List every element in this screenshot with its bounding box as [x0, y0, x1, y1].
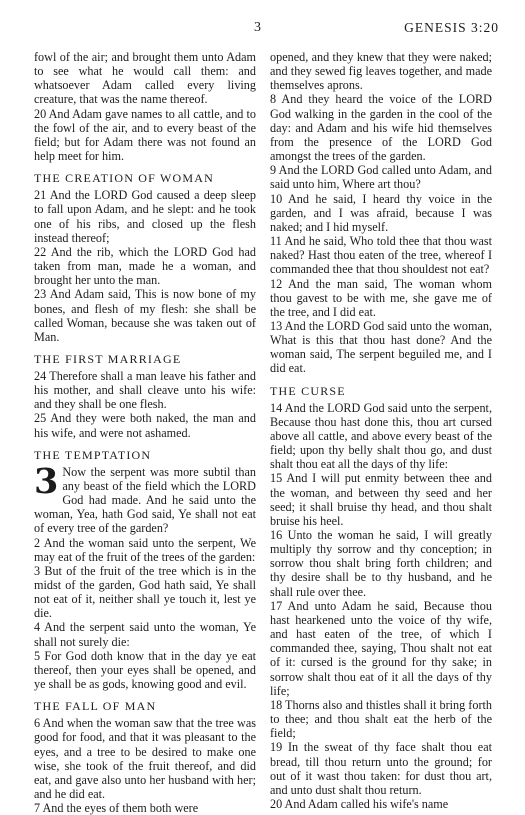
verse: 13 And the LORD God said unto the woman, What is this that thou hast done? And the woman said, The serpent beguiled me, and I did eat.: [270, 318, 492, 376]
verse: 11 And he said, Who told thee that thou wast naked? Hast thou eaten of the tree, whereof I commanded thee that thou shouldest not eat?: [270, 234, 492, 277]
verse: 10 And he said, I heard thy voice in the garden, and I was afraid, because I was naked; and I hid myself.: [270, 191, 492, 234]
verse: 5 For God doth know that in the day ye eat thereof, then your eyes shall be opened, and ye shall be as gods, knowing good and evil.: [34, 648, 256, 692]
running-head: GENESIS 3:20: [404, 20, 499, 35]
verse: 19 In the sweat of thy face shalt thou eat bread, till thou return unto the ground; for out of it wast thou taken: for dust thou art, and unto dust shalt thou return.: [270, 740, 492, 797]
verse: 15 And I will put enmity between thee and the woman, and between thy seed and her seed; it shall bruise thy head, and thou shalt bruise his heel.: [270, 471, 492, 528]
left-column: [34, 50, 256, 815]
verse: 21 And the LORD God caused a deep sleep to fall upon Adam, and he slept: and he took one of his ribs, and closed up the flesh instead thereof;: [34, 188, 256, 245]
section-heading: THE FIRST MARRIAGE: [34, 351, 182, 366]
verse: 23 And Adam said, This is now bone of my bones, and flesh of my flesh: she shall be called Woman, because she was taken out of Man.: [34, 287, 256, 344]
verse: 8 And they heard the voice of the LORD God walking in the garden in the cool of the day: and Adam and his wife hid themselves from the presence of the LORD God amongst the trees of the garden.: [270, 92, 492, 164]
section-heading: THE CREATION OF WOMAN: [34, 171, 214, 186]
verse: 16 Unto the woman he said, I will greatly multiply thy sorrow and thy conception; in sorrow thou shalt bring forth children; and thy desire shall be to thy husband, and he shall rule over thee.: [270, 528, 492, 599]
verse: 17 And unto Adam he said, Because thou hast hearkened unto the voice of thy wife, and hast eaten of the tree, of which I commanded thee, saying, Thou shalt not eat of it: cursed is the ground for thy sake; in sorrow shalt thou eat of it all the days of thy life;: [270, 598, 492, 698]
section-heading: THE CURSE: [270, 383, 346, 398]
verse: 3 But of the fruit of the tree which is in the midst of the garden, God hath said, Ye shall not eat of it, neither shall ye touch it, lest ye die.: [34, 563, 256, 621]
verse-text: Now the serpent was more subtil than any beast of the field which the LORD God had made. And he said unto the woman, Yea, hath God said, Ye shall not eat of every tree of the garden?: [34, 464, 256, 536]
section-heading: THE FALL OF MAN: [34, 699, 157, 714]
right-column: [270, 50, 492, 811]
verse: 4 And the serpent said unto the woman, Ye shall not surely die:: [34, 620, 256, 649]
verse: 20 And Adam gave names to all cattle, and to the fowl of the air, and to every beast of the field; but for Adam there was not found an help meet for him.: [34, 106, 256, 164]
verse: 25 And they were both naked, the man and his wife, and were not ashamed.: [34, 411, 256, 440]
verse: 18 Thorns also and thistles shall it bring forth to thee; and thou shalt eat the herb of the field;: [270, 697, 492, 741]
section-heading: THE TEMPTATION: [34, 447, 152, 462]
verse: 9 And the LORD God called unto Adam, and said unto him, Where art thou?: [270, 163, 492, 192]
verse: 22 And the rib, which the LORD God had taken from man, made he a woman, and brought her unto the man.: [34, 244, 256, 288]
chapter-opening-verse: [34, 460, 256, 536]
chapter-number: 3: [34, 460, 59, 502]
verse: 20 And Adam called his wife's name: [270, 796, 449, 811]
verse: opened, and they knew that they were naked; and they sewed fig leaves together, and made themselves aprons.: [270, 50, 492, 93]
verse: 7 And the eyes of them both were: [34, 801, 199, 815]
verse: 14 And the LORD God said unto the serpent, Because thou hast done this, thou art cursed above all cattle, and above every beast of the field; upon thy belly shalt thou go, and dust shalt thou eat all the days of thy life:: [270, 400, 492, 472]
page-header: [0, 20, 525, 40]
verse: 12 And the man said, The woman whom thou gavest to be with me, she gave me of the tree, and I did eat.: [270, 276, 492, 319]
verse: fowl of the air; and brought them unto Adam to see what he would call them: and whatsoever Adam called every living creature, that was the name thereof.: [34, 50, 256, 107]
verse: 6 And when the woman saw that the tree was good for food, and that it was pleasant to the eyes, and a tree to be desired to make one wise, she took of the fruit thereof, and did eat, and gave also unto her husband with her; and he did eat.: [34, 716, 256, 802]
verse: 24 Therefore shall a man leave his father and his mother, and shall cleave unto his wife: and they shall be one flesh.: [34, 368, 256, 412]
page-number: 3: [254, 20, 261, 35]
verse: 2 And the woman said unto the serpent, We may eat of the fruit of the trees of the garden:: [34, 535, 256, 564]
